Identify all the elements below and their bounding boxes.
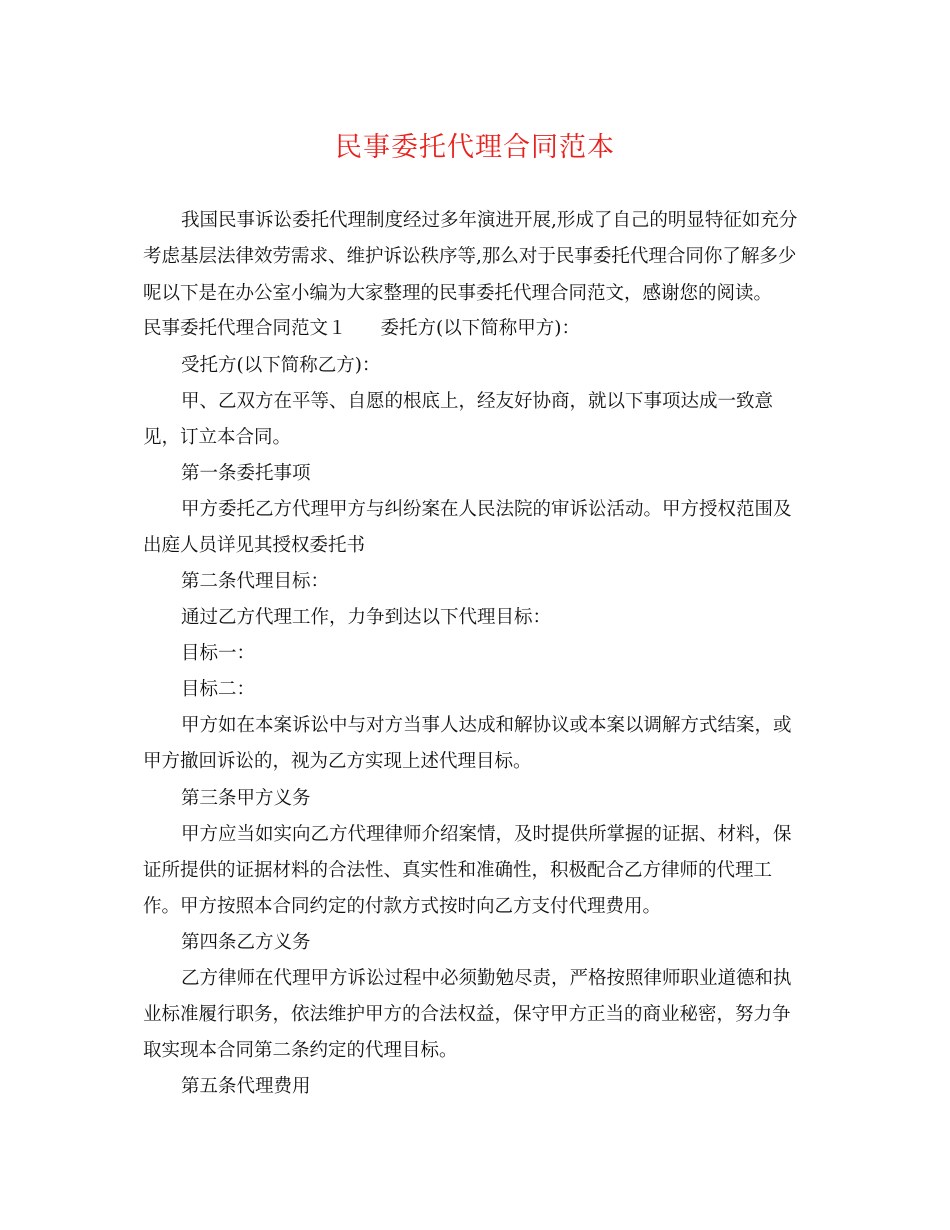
article-4-line-1: 乙方律师在代理甲方诉讼过程中必须勤勉尽责，严格按照律师职业道德和执 bbox=[181, 968, 792, 989]
article-1-heading: 第一条委托事项 bbox=[181, 463, 311, 484]
article-3-line-2: 证所提供的证据材料的合法性、真实性和准确性，积极配合乙方律师的代理工 bbox=[143, 860, 773, 881]
goal-one: 目标一： bbox=[181, 643, 256, 664]
sample-heading-line bbox=[143, 314, 580, 344]
article-3-line-1: 甲方应当如实向乙方代理律师介绍案情，及时提供所掌握的证据、材料，保 bbox=[181, 824, 792, 845]
preamble-line-1: 甲、乙双方在平等、自愿的根底上，经友好协商，就以下事项达成一致意 bbox=[181, 391, 774, 412]
article-3-heading: 第三条甲方义务 bbox=[181, 788, 311, 809]
article-4-heading: 第四条乙方义务 bbox=[181, 932, 311, 953]
article-2-heading: 第二条代理目标： bbox=[181, 571, 330, 592]
article-2-line-3: 甲方撤回诉讼的，视为乙方实现上述代理目标。 bbox=[143, 751, 532, 772]
article-4-line-3: 取实现本合同第二条约定的代理目标。 bbox=[143, 1040, 458, 1061]
document-title: 民事委托代理合同范本 bbox=[335, 132, 615, 163]
article-4-line-2: 业标准履行职务，依法维护甲方的合法权益，保守甲方正当的商业秘密，努力争 bbox=[143, 1004, 791, 1025]
article-2-line-2: 甲方如在本案诉讼中与对方当事人达成和解协议或本案以调解方式结案，或 bbox=[181, 715, 792, 736]
preamble-line-2: 见，订立本合同。 bbox=[143, 427, 292, 448]
goal-two: 目标二： bbox=[181, 679, 256, 700]
intro-line-2: 考虑基层法律效劳需求、维护诉讼秩序等,那么对于民事委托代理合同你了解多少 bbox=[143, 246, 797, 267]
article-1-line-1: 甲方委托乙方代理甲方与纠纷案在人民法院的审诉讼活动。甲方授权范围及 bbox=[181, 499, 792, 520]
sample-heading: 民事委托代理合同范文１ bbox=[143, 318, 347, 339]
article-1-line-2: 出庭人员详见其授权委托书 bbox=[143, 535, 366, 556]
intro-line-3: 呢以下是在办公室小编为大家整理的民事委托代理合同范文，感谢您的阅读。 bbox=[143, 283, 773, 304]
intro-line-1: 我国民事诉讼委托代理制度经过多年演进开展,形成了自己的明显特征如充分 bbox=[181, 210, 798, 231]
agent-label: 受托方(以下简称乙方)： bbox=[181, 355, 381, 376]
article-5-heading: 第五条代理费用 bbox=[181, 1076, 311, 1097]
article-3-line-3: 作。甲方按照本合同约定的付款方式按时向乙方支付代理费用。 bbox=[143, 896, 662, 917]
article-2-line-1: 通过乙方代理工作，力争到达以下代理目标： bbox=[181, 607, 552, 628]
principal-label: 委托方(以下简称甲方)： bbox=[380, 318, 580, 339]
